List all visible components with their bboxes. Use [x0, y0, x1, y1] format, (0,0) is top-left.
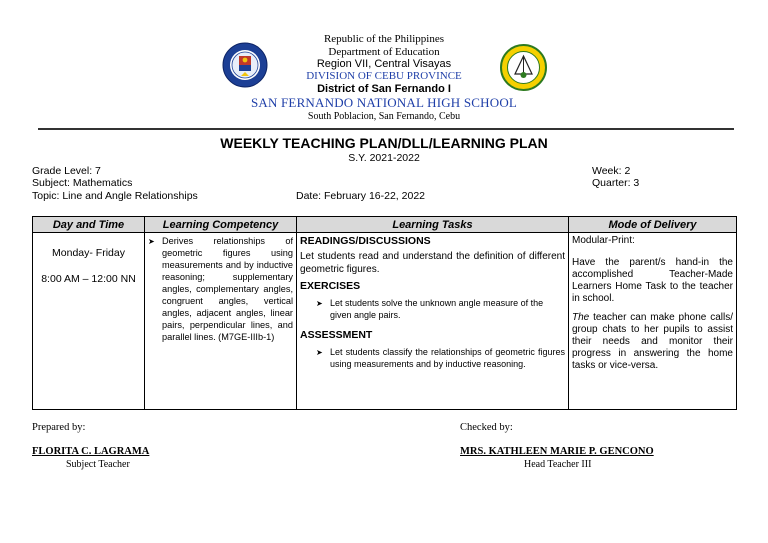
header-department: Department of Education	[328, 46, 440, 58]
mode-instruction: Have the parent/s hand-in the accomplished Teacher-Made Learners Home Task to the teacher in school.	[572, 257, 733, 304]
assessment-item: Let students classify the relationships of geometric figures using measurements and by inductive reasoning.	[330, 347, 565, 369]
grade-level: Grade Level: 7	[32, 165, 101, 177]
header-mode: Mode of Delivery	[569, 217, 737, 233]
header-address: South Poblacion, San Fernando, Cebu	[307, 111, 461, 122]
mode-communication-rest: teacher can make phone calls/ group chats to her pupils to assist their needs and monitor their progress in answering the home tasks or vice-versa.	[572, 312, 733, 371]
competency-text: Derives relationships of geometric figures using measurements and by inductive reasoning; supplementary angles, complementary angles, congruent angles, vertical angles, adjacent angles, linear pairs, perpendicular lines, and parallel lines. (M7GE-IIIb-1)	[162, 236, 293, 342]
header-republic: Republic of the Philippines	[323, 33, 445, 45]
prepared-label: Prepared by:	[32, 422, 86, 433]
plan-table	[32, 216, 737, 410]
checked-role: Head Teacher III	[524, 459, 592, 470]
header-divider	[38, 128, 734, 130]
date: Date: February 16-22, 2022	[296, 190, 425, 202]
readings-title: READINGS/DISCUSSIONS	[300, 235, 431, 247]
quarter: Quarter: 3	[592, 177, 640, 189]
topic: Topic: Line and Angle Relationships	[32, 190, 198, 202]
arrow-bullet-icon: ➤	[316, 299, 323, 308]
exercises-item: Let students solve the unknown angle measure of the given angle pairs.	[330, 298, 544, 320]
checked-label: Checked by:	[460, 422, 513, 433]
header-tasks: Learning Tasks	[297, 217, 569, 233]
prepared-name: FLORITA C. LAGRAMA	[32, 446, 150, 457]
exercises-title: EXERCISES	[300, 280, 361, 292]
prepared-role: Subject Teacher	[66, 459, 130, 470]
time-text: 8:00 AM – 12:00 NN	[41, 273, 136, 285]
readings-text: Let students read and understand the definition of different geometric figures.	[300, 251, 565, 275]
header-school: SAN FERNANDO NATIONAL HIGH SCHOOL	[250, 95, 518, 110]
week: Week: 2	[592, 165, 631, 177]
assessment-title: ASSESSMENT	[300, 329, 373, 341]
arrow-bullet-icon: ➤	[148, 237, 155, 246]
day-text: Monday- Friday	[52, 247, 125, 259]
subject: Subject: Mathematics	[32, 177, 133, 189]
mode-communication	[572, 312, 733, 372]
page-title: WEEKLY TEACHING PLAN/DLL/LEARNING PLAN	[220, 135, 548, 151]
school-year: S.Y. 2021-2022	[348, 152, 420, 164]
table-header-row	[33, 217, 737, 233]
header-district: District of San Fernando I	[317, 83, 451, 95]
arrow-bullet-icon: ➤	[316, 348, 323, 357]
table-row	[33, 233, 737, 410]
checked-name: MRS. KATHLEEN MARIE P. GENCONO	[460, 446, 654, 457]
mode-cell	[569, 233, 737, 410]
day-time-cell	[33, 233, 145, 410]
header-day-time: Day and Time	[33, 217, 145, 233]
tasks-cell	[297, 233, 569, 410]
mode-type: Modular-Print:	[572, 235, 635, 246]
header-competency: Learning Competency	[145, 217, 297, 233]
header-region: Region VII, Central Visayas	[316, 58, 452, 70]
header-division: DIVISION OF CEBU PROVINCE	[306, 70, 462, 82]
competency-cell	[145, 233, 297, 410]
mode-communication-em: The	[572, 312, 590, 323]
